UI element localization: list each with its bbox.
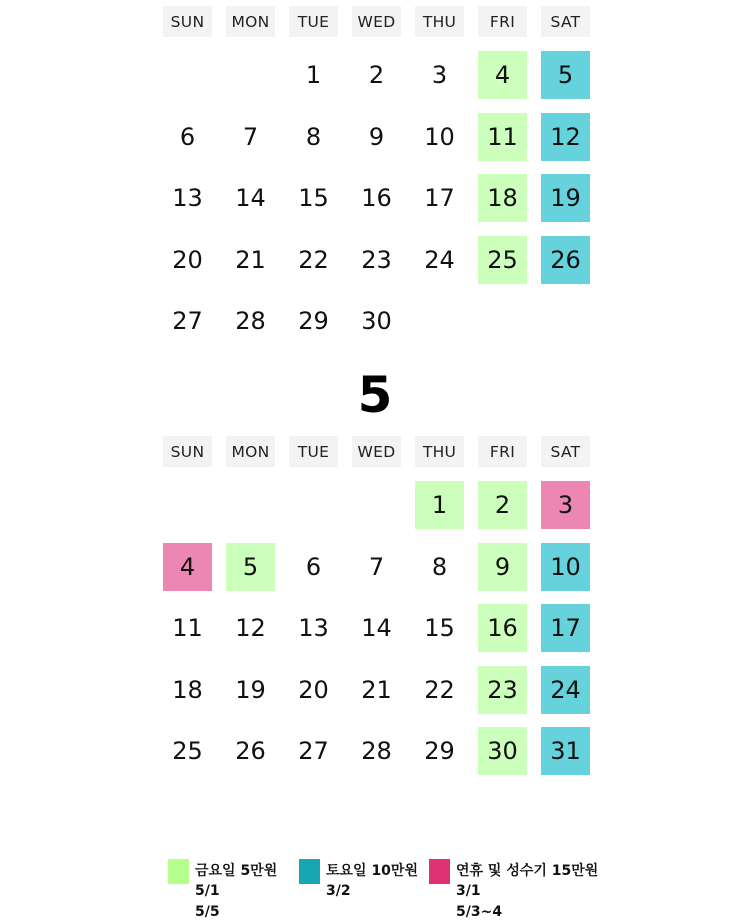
day-cell: 11: [478, 113, 527, 161]
day-cell: [478, 297, 527, 345]
day-cell: 12: [235, 614, 266, 642]
day-cell: 19: [235, 675, 266, 704]
day-cell: 22: [424, 675, 455, 704]
day-cell: 21: [361, 675, 392, 704]
legend-date: 3/2: [326, 883, 351, 899]
week-row: [163, 666, 590, 714]
day-cell: 22: [298, 245, 329, 274]
week-row: [163, 604, 590, 652]
calendar-may: [163, 436, 590, 789]
day-cell: 15: [424, 614, 455, 642]
legend-swatch-green: [168, 859, 189, 884]
legend-date: 5/5: [195, 904, 220, 920]
day-cell: 30: [361, 307, 392, 335]
day-cell: 14: [361, 614, 392, 642]
day-cell: 6: [305, 552, 322, 581]
day-cell: 27: [298, 737, 329, 765]
day-cell: 18: [478, 174, 527, 222]
day-cell: 13: [172, 184, 203, 212]
day-cell: 15: [298, 184, 329, 212]
week-row: [163, 543, 590, 591]
day-cell: 20: [172, 245, 203, 274]
day-cell: 6: [179, 122, 196, 151]
weekday-fri: FRI: [478, 6, 527, 37]
weekday-header-row: [163, 436, 590, 467]
day-cell: 29: [298, 307, 329, 335]
day-cell: [226, 481, 275, 529]
day-cell: 27: [172, 307, 203, 335]
price-legend: [163, 857, 599, 920]
week-row: [163, 297, 590, 345]
day-cell: 26: [235, 737, 266, 765]
weekday-mon: MON: [226, 436, 275, 467]
day-cell: 31: [541, 727, 590, 775]
day-cell: 24: [541, 666, 590, 714]
day-cell: 25: [172, 737, 203, 765]
day-cell: 8: [431, 552, 448, 581]
weekday-tue: TUE: [289, 436, 338, 467]
day-cell: 16: [478, 604, 527, 652]
day-cell: 20: [298, 675, 329, 704]
day-cell: 19: [541, 174, 590, 222]
day-cell: 25: [478, 236, 527, 284]
legend-title: 연휴 및 성수기 15만원: [456, 863, 599, 879]
legend-title: 토요일 10만원: [326, 863, 418, 879]
day-cell: 26: [541, 236, 590, 284]
day-cell: 12: [541, 113, 590, 161]
week-row: [163, 51, 590, 99]
month-title: 5: [357, 366, 393, 424]
weekday-mon: MON: [226, 6, 275, 37]
day-cell: 4: [478, 51, 527, 99]
week-row: [163, 236, 590, 284]
day-cell: 9: [368, 122, 385, 151]
day-cell: 17: [541, 604, 590, 652]
day-cell: 30: [478, 727, 527, 775]
weekday-wed: WED: [352, 6, 401, 37]
day-cell: 4: [163, 543, 212, 591]
day-cell: 16: [361, 184, 392, 212]
day-cell: 7: [242, 122, 259, 151]
day-cell: 2: [478, 481, 527, 529]
day-cell: [352, 481, 401, 529]
day-cell: 1: [305, 61, 322, 89]
day-cell: 14: [235, 184, 266, 212]
day-cell: 23: [478, 666, 527, 714]
day-cell: [415, 297, 464, 345]
day-cell: 13: [298, 614, 329, 642]
day-cell: [163, 51, 212, 99]
legend-date: 5/1: [195, 883, 220, 899]
weekday-wed: WED: [352, 436, 401, 467]
legend-date: 5/3~4: [456, 904, 503, 920]
weekday-fri: FRI: [478, 436, 527, 467]
legend-swatch-teal: [299, 859, 320, 884]
day-cell: 28: [235, 307, 266, 335]
week-row: [163, 174, 590, 222]
day-cell: [226, 51, 275, 99]
day-cell: 24: [424, 245, 455, 274]
calendar-april: [163, 6, 590, 359]
day-cell: 18: [172, 675, 203, 704]
day-cell: 9: [478, 543, 527, 591]
week-row: [163, 727, 590, 775]
day-cell: [541, 297, 590, 345]
day-cell: 10: [424, 122, 455, 151]
day-cell: 3: [541, 481, 590, 529]
day-cell: 7: [368, 552, 385, 581]
day-cell: 2: [368, 61, 385, 89]
legend-dates: [326, 881, 351, 902]
weekday-thu: THU: [415, 6, 464, 37]
day-cell: 21: [235, 245, 266, 274]
legend-date: 3/1: [456, 883, 481, 899]
weekday-sun: SUN: [163, 6, 212, 37]
weekday-tue: TUE: [289, 6, 338, 37]
day-cell: [289, 481, 338, 529]
legend-title: 금요일 5만원: [195, 863, 278, 879]
weekday-thu: THU: [415, 436, 464, 467]
day-cell: 8: [305, 122, 322, 151]
day-cell: 1: [415, 481, 464, 529]
day-cell: 17: [424, 184, 455, 212]
day-cell: 10: [541, 543, 590, 591]
week-row: [163, 113, 590, 161]
day-cell: 5: [226, 543, 275, 591]
day-cell: 5: [541, 51, 590, 99]
day-cell: [163, 481, 212, 529]
day-cell: 11: [172, 614, 203, 642]
weekday-sat: SAT: [541, 6, 590, 37]
weekday-sun: SUN: [163, 436, 212, 467]
day-cell: 29: [424, 737, 455, 765]
weekday-header-row: [163, 6, 590, 37]
day-cell: 23: [361, 245, 392, 274]
day-cell: 28: [361, 737, 392, 765]
day-cell: 3: [431, 61, 448, 89]
legend-swatch-pink: [429, 859, 450, 884]
week-row: [163, 481, 590, 529]
weekday-sat: SAT: [541, 436, 590, 467]
